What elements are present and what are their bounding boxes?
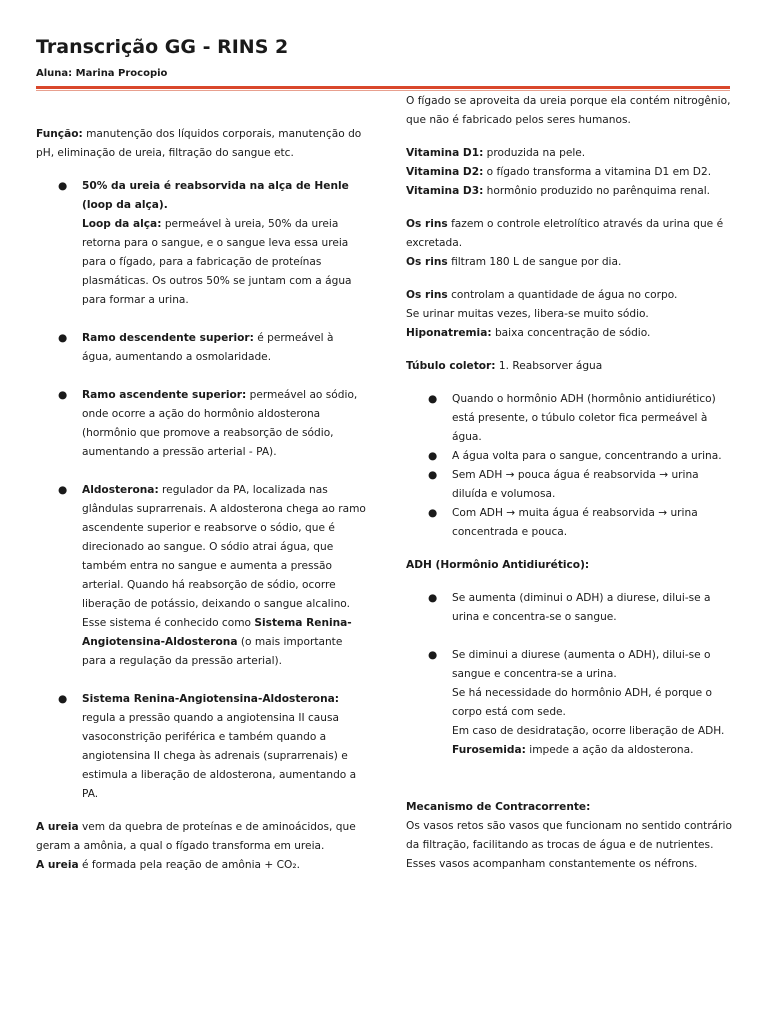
adh-bullet-1: Se aumenta (diminui o ADH) a diurese, dilui-se a urina e concentra-se o sangue. bbox=[452, 592, 711, 623]
header-divider-thin bbox=[36, 90, 730, 91]
mecanismo-heading bbox=[406, 798, 736, 817]
rins-paragraph-3 bbox=[406, 286, 736, 305]
vitamina-d3-text: hormônio produzido no parênquima renal. bbox=[483, 185, 711, 197]
ramo-descendente-label: Ramo descendente superior: bbox=[82, 332, 254, 344]
bullet-icon: ● bbox=[58, 180, 68, 192]
bullet-icon: ● bbox=[428, 649, 438, 661]
tubulo-paragraph bbox=[406, 357, 736, 376]
adh-bullet-2-line-2: Se há necessidade do hormônio ADH, é porque o corpo está com sede. bbox=[452, 687, 712, 718]
furosemida-label: Furosemida: bbox=[452, 744, 526, 756]
right-column bbox=[406, 92, 736, 874]
loop-text: permeável à ureia, 50% da ureia retorna para o sangue, e o sangue leva essa ureia para o fígado, para a fabricação de proteínas plasmáticas. Os outros 50% se juntam com a água para formar a urina. bbox=[82, 218, 352, 306]
list-item bbox=[36, 386, 366, 462]
rins-paragraph-1 bbox=[406, 215, 736, 253]
bullet-icon: ● bbox=[428, 393, 438, 405]
bullet-icon: ● bbox=[428, 450, 438, 462]
sistema-raa-label: Sistema Renina-Angiotensina-Aldosterona: bbox=[82, 693, 340, 705]
left-column bbox=[36, 125, 366, 875]
tubulo-bullet-1: Quando o hormônio ADH (hormônio antidiurético) está presente, o túbulo coletor fica permeável à água. bbox=[452, 393, 716, 443]
aldosterona-label: Aldosterona: bbox=[82, 484, 159, 496]
rins-label-2: Os rins bbox=[406, 256, 448, 268]
header-divider bbox=[36, 86, 730, 89]
hiponatremia-label: Hiponatremia: bbox=[406, 327, 492, 339]
adh-heading bbox=[406, 556, 736, 575]
ureia-henle-bold: 50% da ureia é reabsorvida na alça de Henle (loop da alça). bbox=[82, 180, 349, 211]
rins-label-1: Os rins bbox=[406, 218, 448, 230]
bullet-icon: ● bbox=[58, 389, 68, 401]
tubulo-bullet-4: Com ADH → muita água é reabsorvida → urina concentrada e pouca. bbox=[452, 507, 698, 538]
vitamina-d2-text: o fígado transforma a vitamina D1 em D2. bbox=[483, 166, 712, 178]
funcao-paragraph bbox=[36, 125, 366, 163]
ramo-ascendente-text: permeável ao sódio, onde ocorre a ação do hormônio aldosterona (hormônio que promove a reabsorção de sódio, aumentando a pressão arterial - PA). bbox=[82, 389, 358, 458]
vitamina-d2-label: Vitamina D2: bbox=[406, 166, 484, 178]
vitamina-d1 bbox=[406, 144, 736, 163]
bullet-icon: ● bbox=[428, 469, 438, 481]
aldosterona-text-end: (o mais importante para a regulação da pressão arterial). bbox=[82, 636, 343, 667]
aldosterona-text: regulador da PA, localizada nas glândulas suprarrenais. A aldosterona chega ao ramo ascendente superior e reabsorve o sódio, que é direcionado ao sangue. O sódio atrai água, que também entra no sangue e aumenta a pressão arterial. Quando há reabsorção de sódio, ocorre liberação de potássio, deixando o sangue alcalino. Esse sistema é conhecido como bbox=[82, 484, 366, 629]
bullet-icon: ● bbox=[58, 693, 68, 705]
furosemida-paragraph bbox=[452, 741, 736, 760]
bullet-icon: ● bbox=[428, 592, 438, 604]
vitamina-d3-label: Vitamina D3: bbox=[406, 185, 484, 197]
hiponatremia-text: baixa concentração de sódio. bbox=[491, 327, 651, 339]
hiponatremia-paragraph bbox=[406, 324, 736, 343]
list-item bbox=[36, 177, 366, 310]
list-item bbox=[406, 589, 736, 627]
rins-paragraph-2 bbox=[406, 253, 736, 272]
ureia-label: A ureia bbox=[36, 821, 79, 833]
vitamina-d1-text: produzida na pele. bbox=[483, 147, 586, 159]
list-item bbox=[406, 646, 736, 760]
rins-text-1: fazem o controle eletrolítico através da urina que é excretada. bbox=[406, 218, 724, 249]
tubulo-bullet-3: Sem ADH → pouca água é reabsorvida → urina diluída e volumosa. bbox=[452, 469, 699, 500]
rins-label-3: Os rins bbox=[406, 289, 448, 301]
ureia-label-2: A ureia bbox=[36, 859, 79, 871]
tubulo-label: Túbulo coletor: bbox=[406, 360, 496, 372]
sistema-raa-text: regula a pressão quando a angiotensina II causa vasoconstrição periférica e também quando a angiotensina II chega às adrenais (suprarrenais) e estimula a liberação de aldosterona, aumentando a PA. bbox=[82, 712, 357, 800]
rins-text-2: filtram 180 L de sangue por dia. bbox=[447, 256, 622, 268]
rins-text-3: controlam a quantidade de água no corpo. bbox=[447, 289, 678, 301]
adh-bullet-2-line-3: Em caso de desidratação, ocorre liberação de ADH. bbox=[452, 725, 725, 737]
bullet-icon: ● bbox=[58, 484, 68, 496]
tubulo-text: 1. Reabsorver água bbox=[495, 360, 603, 372]
mecanismo-paragraph: Os vasos retos são vasos que funcionam no sentido contrário da filtração, facilitando as trocas de água e de nutrientes. Esses vasos acompanham constantemente os néfrons. bbox=[406, 820, 732, 870]
list-item bbox=[406, 466, 736, 504]
list-item bbox=[36, 329, 366, 367]
ureia-text: vem da quebra de proteínas e de aminoácidos, que geram a amônia, a qual o fígado transforma em ureia. bbox=[36, 821, 356, 852]
ureia-paragraph-2 bbox=[36, 856, 366, 875]
figado-paragraph: O fígado se aproveita da ureia porque ela contém nitrogênio, que não é fabricado pelos seres humanos. bbox=[406, 95, 731, 126]
vitamina-d3 bbox=[406, 182, 736, 201]
sistema-raa-bold: Sistema Renina-Angiotensina-Aldosterona bbox=[82, 617, 352, 648]
ramo-descendente-text: é permeável à água, aumentando a osmolaridade. bbox=[82, 332, 334, 363]
ramo-ascendente-label: Ramo ascendente superior: bbox=[82, 389, 247, 401]
student-name: Aluna: Marina Procopio bbox=[36, 68, 168, 79]
ureia-paragraph bbox=[36, 818, 366, 856]
list-item bbox=[36, 690, 366, 804]
adh-heading-text: ADH (Hormônio Antidiurético): bbox=[406, 559, 590, 571]
vitamina-d1-label: Vitamina D1: bbox=[406, 147, 484, 159]
ureia-text-2: é formada pela reação de amônia + CO₂. bbox=[78, 859, 301, 871]
list-item bbox=[406, 447, 736, 466]
bullet-icon: ● bbox=[428, 507, 438, 519]
mecanismo-heading-text: Mecanismo de Contracorrente: bbox=[406, 801, 591, 813]
funcao-label: Função: bbox=[36, 128, 83, 140]
page-title: Transcrição GG - RINS 2 bbox=[36, 36, 289, 58]
vitamina-d2 bbox=[406, 163, 736, 182]
bullet-icon: ● bbox=[58, 332, 68, 344]
funcao-text: manutenção dos líquidos corporais, manutenção do pH, eliminação de ureia, filtração do sangue etc. bbox=[36, 128, 362, 159]
urinar-paragraph: Se urinar muitas vezes, libera-se muito sódio. bbox=[406, 308, 649, 320]
list-item bbox=[406, 504, 736, 542]
tubulo-bullet-2: A água volta para o sangue, concentrando a urina. bbox=[452, 450, 722, 462]
adh-bullet-2: Se diminui a diurese (aumenta o ADH), dilui-se o sangue e concentra-se a urina. bbox=[452, 649, 711, 680]
furosemida-text: impede a ação da aldosterona. bbox=[525, 744, 694, 756]
list-item bbox=[406, 390, 736, 447]
list-item bbox=[36, 481, 366, 671]
loop-label: Loop da alça: bbox=[82, 218, 162, 230]
